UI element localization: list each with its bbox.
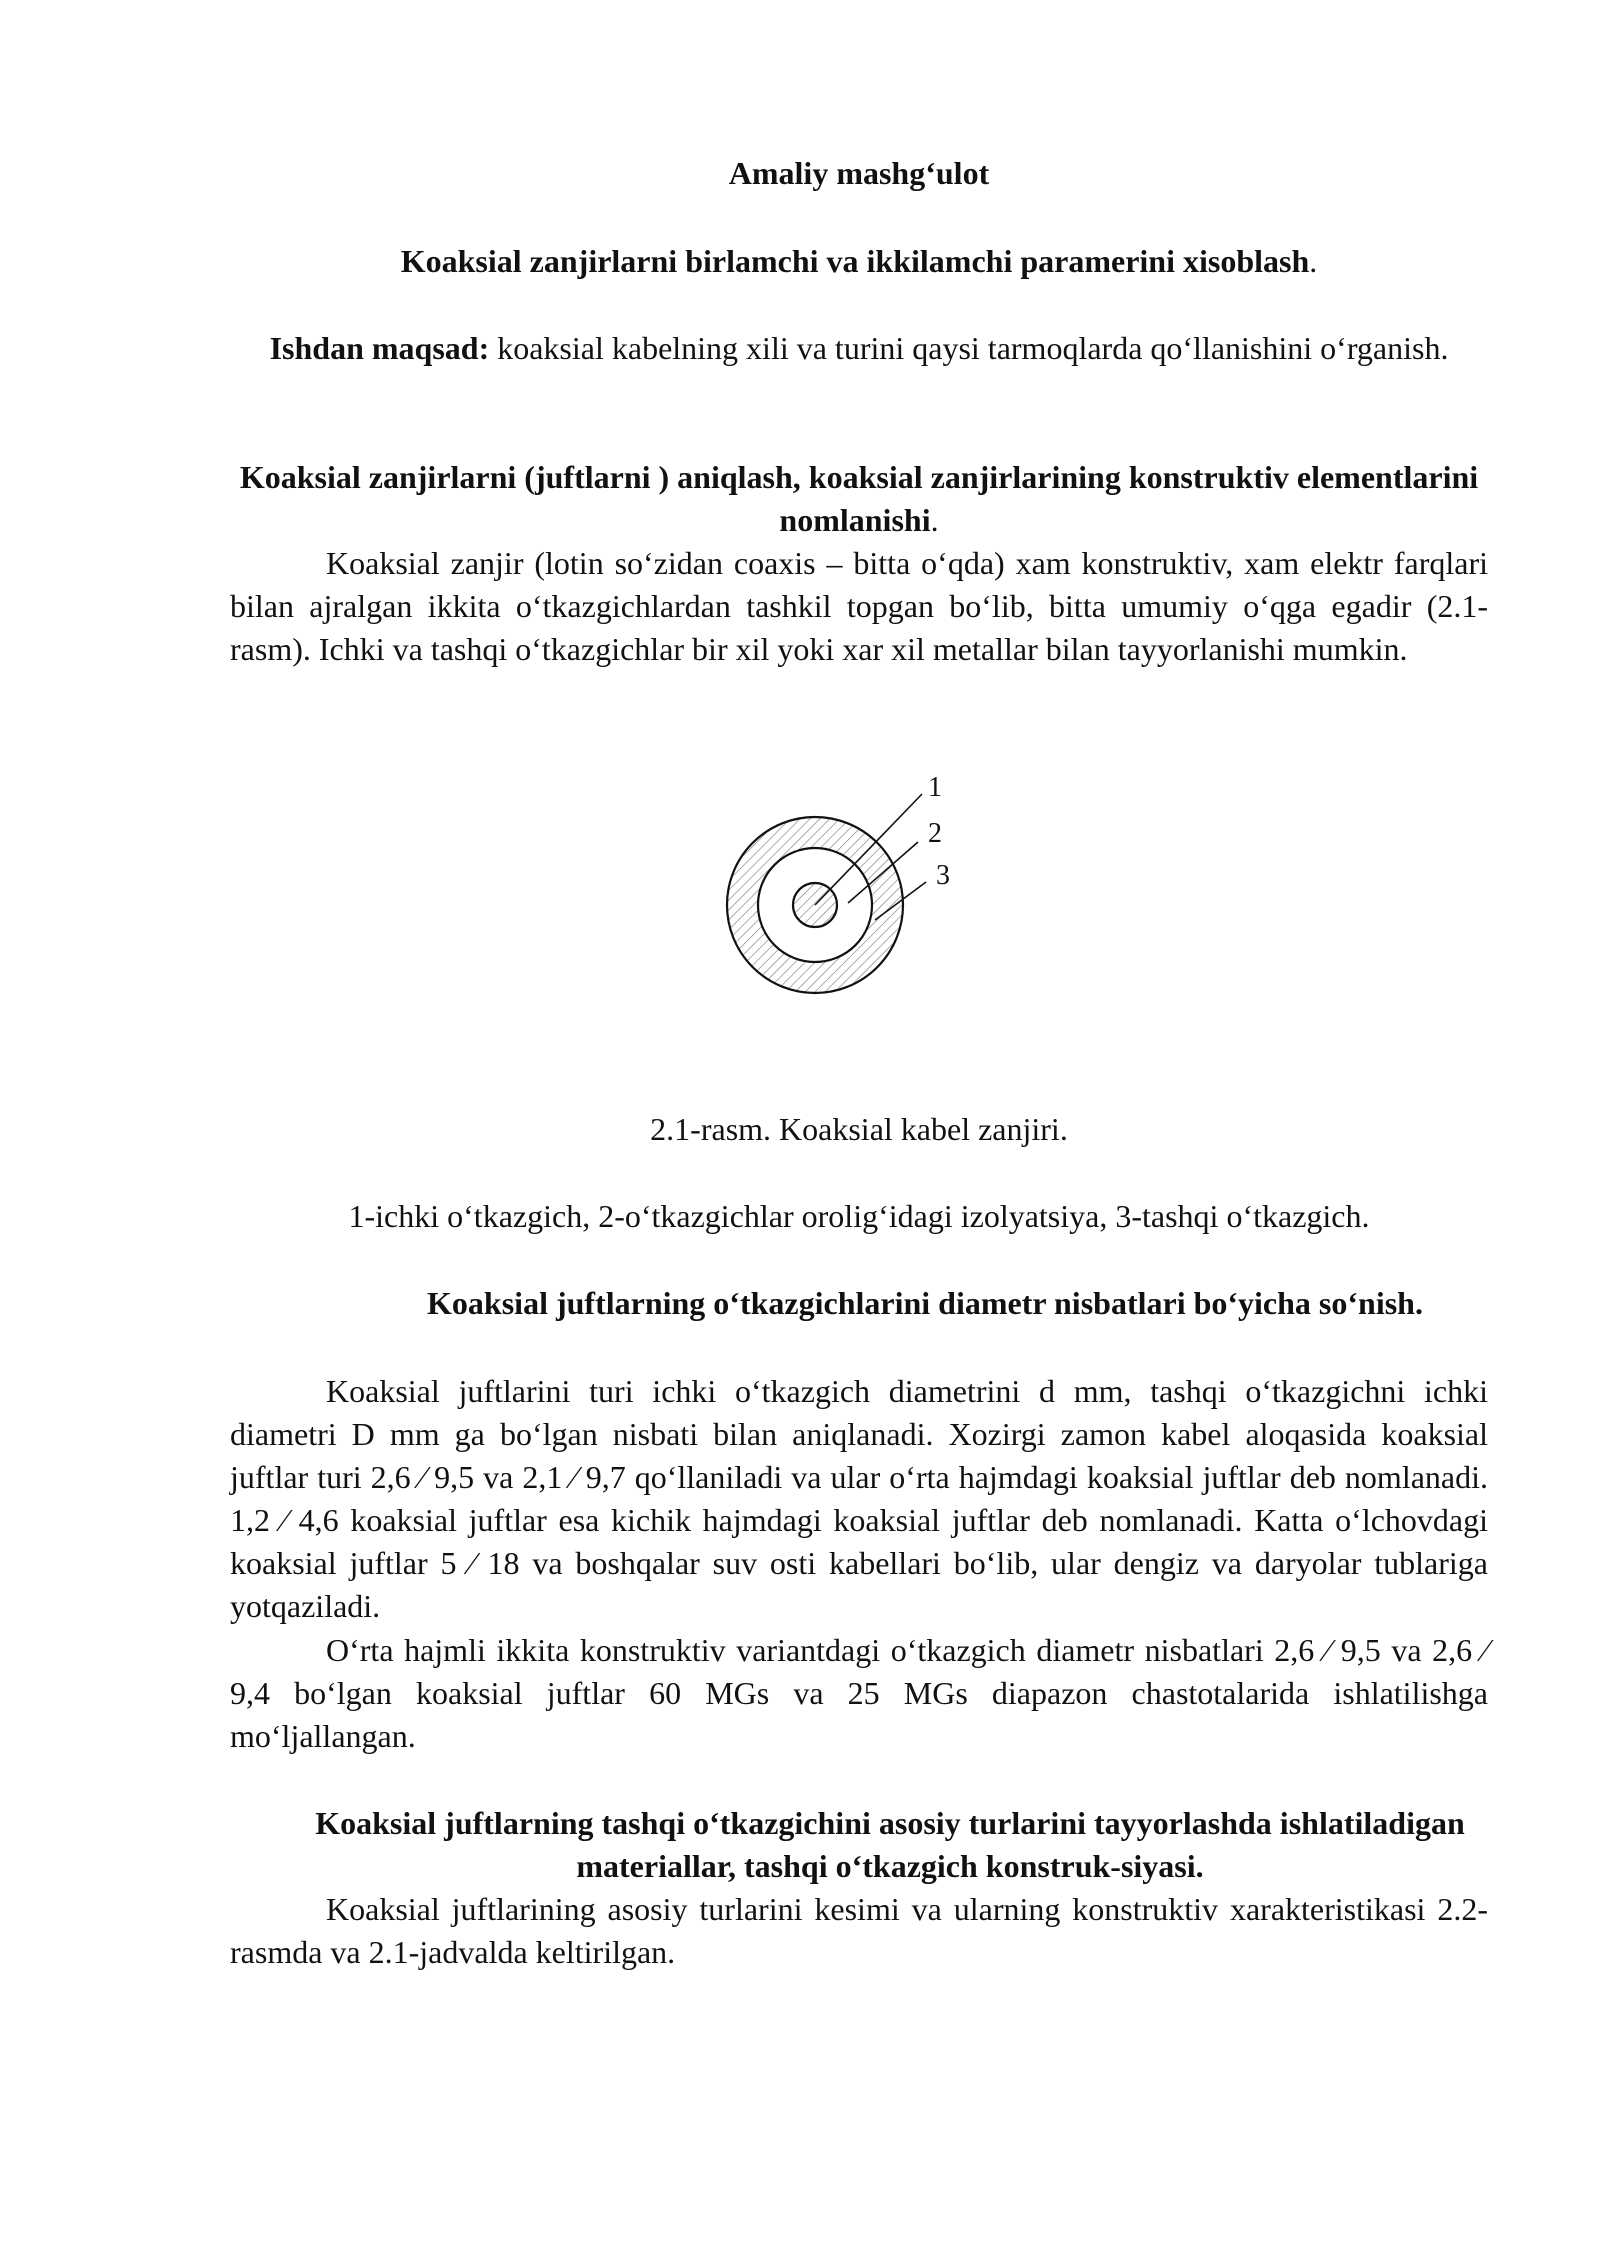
figure-label-3: 3 <box>936 860 950 891</box>
section1-heading-tail: . <box>930 502 939 538</box>
section2-paragraph-1: Koaksial juftlarini turi ichki o‘tkazgich diametrini d mm, tashqi o‘tkazgichni ichki diametri D mm ga bo‘lgan nisbati bilan aniqlanadi. Xozirgi zamon kabel aloqasida koaksial juftlar turi 2,6 ⁄ 9,5 va 2,1 ⁄ 9,7 qo‘llaniladi va ular o‘rta hajmdagi koaksial juftlar deb nomlanadi. 1,2 ⁄ 4,6 koaksial juftlar esa kichik hajmdagi koaksial juftlar deb nomlanadi. Katta o‘lchovdagi koaksial juftlar 5 ⁄ 18 va boshqalar suv osti kabellari bo‘lib, ular dengiz va daryolar tublariga yotqaziladi. <box>230 1373 1488 1624</box>
topic-line <box>230 240 1488 283</box>
topic-tail: . <box>1309 243 1318 279</box>
page-title: Amaliy mashg‘ulot <box>728 155 990 191</box>
section1-heading-text: Koaksial zanjirlarni (juftlarni ) aniqlash, koaksial zanjirlarining konstruktiv elementlarini nomlanishi <box>239 459 1479 538</box>
figure-legend: 1-ichki o‘tkazgich, 2-o‘tkazgichlar orolig‘idagi izolyatsiya, 3-tashqi o‘tkazgich. <box>348 1198 1370 1234</box>
goal-label: Ishdan maqsad: <box>269 330 490 366</box>
section3-heading: Koaksial juftlarning tashqi o‘tkazgichini asosiy turlarini tayyorlashda ishlatiladigan materiallar, tashqi o‘tkazgich konstruk-siyasi. <box>315 1805 1465 1884</box>
section3-paragraph: Koaksial juftlarining asosiy turlarini kesimi va ularning konstruktiv xarakteristikasi 2.2-rasmda va 2.1-jadvalda keltirilgan. <box>230 1891 1488 1970</box>
goal-text: koaksial kabelning xili va turini qaysi tarmoqlarda qo‘llanishini o‘rganish. <box>489 330 1449 366</box>
topic-title: Koaksial zanjirlarni birlamchi va ikkilamchi paramerini xisoblash <box>400 243 1310 279</box>
section2-heading: Koaksial juftlarning o‘tkazgichlarini diametr nisbatlari bo‘yicha so‘nish. <box>427 1285 1423 1321</box>
figure-label-1: 1 <box>928 772 942 803</box>
section1-heading <box>230 456 1488 542</box>
goal-paragraph <box>230 327 1488 370</box>
figure-caption: 2.1-rasm. Koaksial kabel zanjiri. <box>650 1111 1068 1147</box>
figure-label-2: 2 <box>928 818 942 849</box>
coaxial-cross-section-diagram <box>700 760 1000 1020</box>
section2-paragraph-2: O‘rta hajmli ikkita konstruktiv variantdagi o‘tkazgich diametr nisbatlari 2,6 ⁄ 9,5 va 2,6 ⁄ 9,4 bo‘lgan koaksial juftlar 60 MGs va 25 MGs diapazon chastotalarida ishlatilishga mo‘ljallangan. <box>230 1632 1488 1754</box>
section1-paragraph: Koaksial zanjir (lotin so‘zidan coaxis – bitta o‘qda) xam konstruktiv, xam elektr farqlari bilan ajralgan ikkita o‘tkazgichlardan tashkil topgan bo‘lib, bitta umumiy o‘qga egadir (2.1-rasm). Ichki va tashqi o‘tkazgichlar bir xil yoki xar xil metallar bilan tayyorlanishi mumkin. <box>230 545 1488 667</box>
coaxial-cable-figure <box>700 760 1000 1020</box>
